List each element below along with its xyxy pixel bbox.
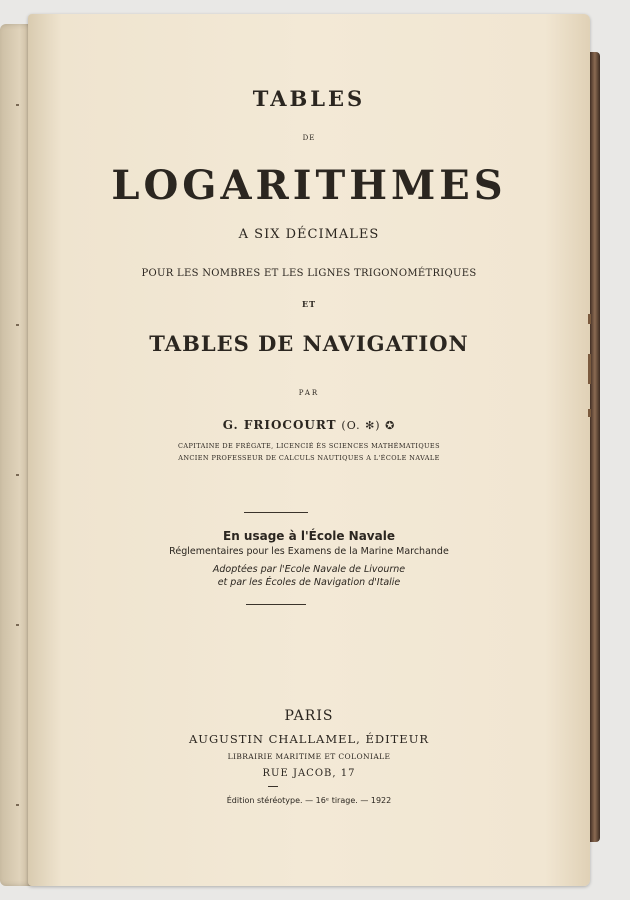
adoptees-line-2: et par les Écoles de Navigation d'Italie [217, 577, 401, 588]
binding-stitch [16, 624, 19, 626]
author-credential-2: ANCIEN PROFESSEUR DE CALCULS NAUTIQUES A L'ÉCOLE NAVALE [178, 454, 440, 462]
page-edge-wear [588, 409, 591, 417]
reglementaires-line: Réglementaires pour les Examens de la Marine Marchande [169, 546, 449, 557]
imprint-publisher-sub: LIBRAIRIE MARITIME ET COLONIALE [227, 752, 391, 761]
divider-rule [246, 604, 306, 605]
binding-stitch [16, 804, 19, 806]
edition-line: Édition stéréotype. — 16ᵉ tirage. — 1922 [226, 796, 392, 805]
page-edge-wear [588, 354, 591, 384]
binding-stitch [16, 324, 19, 326]
subtitle-pour: POUR LES NOMBRES ET LES LIGNES TRIGONOMÉTRIQUES [141, 268, 477, 279]
author-credential-1: CAPITAINE DE FRÉGATE, LICENCIÉ ÈS SCIENCES MATHÉMATIQUES [178, 442, 440, 450]
subtitle-et: ET [301, 299, 317, 309]
author-name: G. FRIOCOURT [222, 418, 337, 432]
divider-rule-small [268, 786, 278, 787]
title-logarithmes: LOGARITHMES [111, 162, 507, 209]
author-line [28, 418, 590, 432]
divider-rule [244, 512, 308, 513]
adoptees-line-1: Adoptées par l'Ecole Navale de Livourne [212, 564, 406, 575]
title-de: DE [302, 134, 316, 142]
imprint-city: PARIS [284, 708, 334, 724]
usage-line: En usage à l'École Navale [223, 529, 395, 543]
title-page [28, 14, 590, 886]
page-edge-wear [588, 314, 591, 324]
open-book [0, 14, 600, 886]
byline-par: PAR [298, 389, 320, 397]
imprint-address: RUE JACOB, 17 [262, 768, 356, 779]
binding-stitch [16, 104, 19, 106]
subtitle-six-decimales: A SIX DÉCIMALES [238, 227, 380, 242]
binding-stitch [16, 474, 19, 476]
title-tables: TABLES [252, 86, 366, 111]
title-navigation: TABLES DE NAVIGATION [149, 331, 469, 356]
author-honors: (O. ✻) ✪ [341, 419, 396, 432]
imprint-publisher: AUGUSTIN CHALLAMEL, ÉDITEUR [188, 732, 430, 746]
